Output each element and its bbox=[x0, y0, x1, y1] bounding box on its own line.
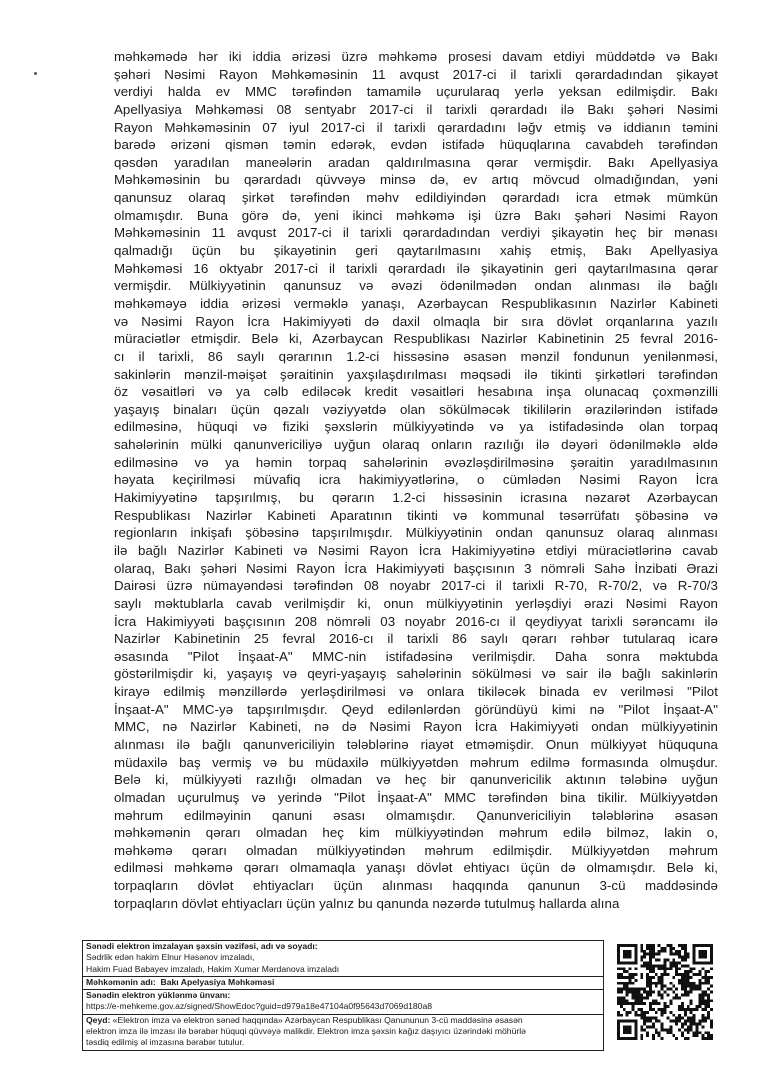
court-section bbox=[83, 977, 603, 990]
body-line: öz vəsaitləri və ya cəlb ediləcək kredit vəsaitləri hesabına inşa olunacaq çoxmənzilli bbox=[114, 384, 718, 400]
body-line: göstərilmişdir ki, yaşayış və qeyri-yaşayış sahələrinin sökülməsi və sair ilə bağlı sakinlərin bbox=[114, 666, 718, 682]
body-line: yaşayış binaları üçün qəzalı vəziyyətdə olan sökülməcək tikililərin ərazilərindən istifadə bbox=[114, 401, 718, 417]
margin-mark bbox=[34, 72, 37, 75]
document-body bbox=[114, 48, 718, 912]
body-line: cı il tarixli, 86 saylı qərarının 1.2-ci hissəsinə əsasən mənzil fondunun yenilənməsi, bbox=[114, 348, 718, 364]
body-line: məhrum edilməyinin qanuni əsası olmamışdır. Qanunvericiliyin tələblərinə əsasən bbox=[114, 807, 718, 823]
body-line: torpaqların dövlət ehtiyacları üçün alınması haqqında qanunun 3-cü maddəsində bbox=[114, 878, 718, 894]
body-line: olmadan uçurulmuş və yerində "Pilot İnşaat-A" MMC tərəfindən bina tikilir. Mülkiyyətdən bbox=[114, 789, 718, 805]
body-line: vermişdir. Mülkiyyətinin qanunsuz və əvəzi ödənilmədən ondan alınması ilə bağlı bbox=[114, 278, 718, 294]
body-line: ilə bağlı Nazirlər Kabineti və Nəsimi Rayon İcra Hakimiyyətinə etdiyi müraciətlərinə cavab bbox=[114, 542, 718, 558]
body-line: regionların inkişafı şöbəsinə tapşırılmışdır. Mülkiyyətinin ondan qanunsuz olaraq alınması bbox=[114, 525, 718, 541]
body-line: İnşaat-A" MMC-yə tapşırılmışdır. Qeyd edilənlərdən göründüyü kimi nə "Pilot İnşaat-A" bbox=[114, 701, 718, 717]
signer-line: Sədrlik edən hakim Elnur Həsənov imzaladı, bbox=[86, 952, 255, 963]
signers-header: Sənədi elektron imzalayan şəxsin vəzifəsi, adı və soyadı: bbox=[86, 941, 318, 951]
body-line: Məhkəməsi 16 oktyabr 2017-ci il tarixli qərardadı ilə şikayətinin geri qaytarılmasına qərar bbox=[114, 260, 718, 276]
body-line: barədə ərizəni qismən təmin edərək, evdən istifadə hüquqlarına cavabdeh tərəfindən bbox=[114, 137, 718, 153]
body-line: Məhkəməsinin bu qərardadı qüvvəyə minsə də, ev artıq mövcud olmadığından, yəni bbox=[114, 172, 718, 188]
body-line: əsasında "Pilot İnşaat-A" MMC-nin istifadəsinə verilmişdir. Daha sonra məktubda bbox=[114, 648, 718, 664]
address-header: Sənədin elektron yüklənmə ünvanı: bbox=[86, 990, 231, 1001]
body-line: İcra Hakimiyyəti başçısının 208 nömrəli 03 noyabr 2016-cı il qeydiyyat tarixli sərəncamı ilə bbox=[114, 613, 718, 629]
body-line: edilməsi məhkəmə qərarı olmamaqla yanaşı dövlət ehtiyacı üçün də olmamışdır. Belə ki, bbox=[114, 860, 718, 876]
body-line: qalmadığı üçün bu şikayətinin geri qaytarılmasını xahiş etmiş, Bakı Apellyasiya bbox=[114, 243, 718, 259]
body-line: edilməsinə, hüquqi və fiziki şəxslərin mülkiyyətində və ya istifadəsində olan torpaq bbox=[114, 419, 718, 435]
qr-code-icon bbox=[617, 944, 713, 1040]
body-line: alınması ilə bağlı qanunvericiliyin tələblərinə riayət etməmişdir. Onun mülkiyyət hüququna bbox=[114, 736, 718, 752]
body-line: verdiyi halda ev MMC tərəfindən tamamilə uçurularaq yerlə yeksan edilmişdir. Bakı bbox=[114, 84, 718, 100]
note-line: elektron imza ilə imzası ilə bərabər hüquqi qüvvəyə malikdir. Elektron imza şəxsin kağız daşıyıcı üzərindəki möhürlə bbox=[86, 1026, 526, 1037]
note-label: Qeyd: bbox=[86, 1014, 111, 1025]
body-line: Belə ki, mülkiyyəti razılığı olmadan və heç bir qanunvericilik aktının tələbinə uyğun bbox=[114, 772, 718, 788]
body-line: və Nəsimi Rayon İcra Hakimiyyəti də daxil olmaqla bir sıra dövlət orqanlarına yazılı bbox=[114, 313, 718, 329]
body-line: torpaqların dövlət ehtiyacları üçün yalnız bu qanunda nəzərdə tutulmuş hallarda alına bbox=[114, 895, 620, 911]
body-line: məhkəmə qərarı olmadan mülkiyyətindən məhrum edilmişdir. Mülkiyyətdən məhrum bbox=[114, 842, 718, 858]
body-line: müdaxilə baş vermiş və bu müdaxilə mülkiyyətdən məhrum edilmə formasında olmuşdur. bbox=[114, 754, 718, 770]
body-line: edilməsinə və ya həmin torpaq sahələrinin əvəzləşdirilməsinə şəraitin yaradılmasının bbox=[114, 454, 718, 470]
body-line: Nazirlər Kabinetinin 25 fevral 2016-cı il tarixli 86 saylı qərarı rəhbər tutularaq icarə bbox=[114, 631, 718, 647]
body-line: məhkəmənin qərarı olmadan heç kim mülkiyyətindən məhrum edilə bilməz, lakin o, bbox=[114, 825, 718, 841]
body-line: Rayon Məhkəməsinin 07 iyul 2017-ci il tarixli qərardadını ləğv etmiş və iddianın təmini bbox=[114, 119, 718, 135]
address-section bbox=[83, 990, 603, 1015]
body-line: Apellyasiya Məhkəməsi 08 sentyabr 2017-ci il tarixli qərardadı ilə Bakı şəhəri Nəsimi bbox=[114, 101, 718, 117]
body-line: qanunsuz olaraq şirkət tərəfindən məhv edildiyindən qərardadı icra etmək mümkün bbox=[114, 190, 718, 206]
body-line: Respublikası Nazirlər Kabineti Aparatının tikinti və kommunal təsərrüfatı şöbəsinə və bbox=[114, 507, 718, 523]
body-line: MMC, nə Nazirlər Kabineti, nə də Nəsimi Rayon İcra Hakimiyyəti ondan mülkiyyətinin bbox=[114, 719, 718, 735]
body-line: Məhkəməsinin 11 avqust 2017-ci il tarixli qərardadından verdiyi şikayətin heç bir mənası bbox=[114, 225, 718, 241]
note-section bbox=[83, 1015, 603, 1050]
court-value: Bakı Apelyasiya Məhkəməsi bbox=[160, 976, 275, 987]
body-line: kirayə edilmiş mənzillərdə yerləşdirilməsi və onlara tikiləcək binada ev verilməsi "Pilot bbox=[114, 684, 718, 700]
body-line: həyata keçirilməsi müvafiq icra hakimiyyətlərinə, o cümlədən Nəsimi Rayon İcra bbox=[114, 472, 718, 488]
body-line: sahələrinin mülki qanunvericiliyə uyğun olaraq onların razılığı ilə dəyəri ödənilməklə əldə bbox=[114, 437, 718, 453]
body-line: müraciətlər etmişdir. Belə ki, Azərbaycan Respublikası Nazirlər Kabinetinin 25 fevral 2016- bbox=[114, 331, 718, 347]
body-line: olmamışdır. Buna görə də, yeni ikinci məhkəmə işi üzrə Bakı şəhəri Nəsimi Rayon bbox=[114, 207, 718, 223]
body-line: qəsdən yaradılan maneələrin aradan qaldırılmasına qərar vermişdir. Bakı Apellyasiya bbox=[114, 154, 718, 170]
body-line: məhkəməyə iddia ərizəsi verməklə yanaşı, Azərbaycan Respublikasının Nazirlər Kabineti bbox=[114, 295, 718, 311]
note-line: «Elektron imza və elektron sənəd haqqında» Azərbaycan Respublikası Qanununun 3-cü maddəsinə əsasən bbox=[112, 1014, 523, 1025]
e-signature-footer bbox=[82, 940, 604, 1051]
body-line: Dairəsi üzrə nümayəndəsi tərəfindən 08 noyabr 2017-ci il tarixli R-70, R-70/2, və R-70/3 bbox=[114, 578, 718, 594]
body-line: şəhəri Nəsimi Rayon Məhkəməsinin 11 avqust 2017-ci il tarixli qərardadından şikayət bbox=[114, 66, 718, 82]
body-line: sakinlərin mənzil-məişət şəraitinin yaxşılaşdırılması məqsədi ilə tikinti şirkətləri tərəfindən bbox=[114, 366, 718, 382]
signer-line: Hakim Fuad Babayev imzaladı, Hakim Xumar Mərdanova imzaladı bbox=[86, 963, 340, 974]
body-line: məhkəmədə hər iki iddia ərizəsi üzrə məhkəmə prosesi davam etdiyi müddətdə və Bakı bbox=[114, 49, 718, 64]
signers-section bbox=[83, 941, 603, 977]
body-line: Hakimiyyətinə tapşırılmış, bu qərarın 1.2-ci hissəsinin icrasına nəzarət Azərbaycan bbox=[114, 490, 718, 506]
body-line: saylı məktublarla cavab verilmişdir ki, onun mülkiyyətinin yerləşdiyi ərazi Nəsimi Rayon bbox=[114, 595, 718, 611]
address-url[interactable]: https://e-mehkeme.gov.az/signed/ShowEdoc?guid=d979a18e47104a0f95643d7069d180a8 bbox=[86, 1001, 433, 1012]
court-label: Məhkəmənin adı: bbox=[86, 976, 156, 987]
body-line: olaraq, Bakı şəhəri Nəsimi Rayon İcra Hakimiyyəti başçısının 3 nömrəli Sahə İnzibati Ərazi bbox=[114, 560, 718, 576]
note-line: təsdiq edilmiş əl imzasına bərabər tutulur. bbox=[86, 1037, 245, 1048]
